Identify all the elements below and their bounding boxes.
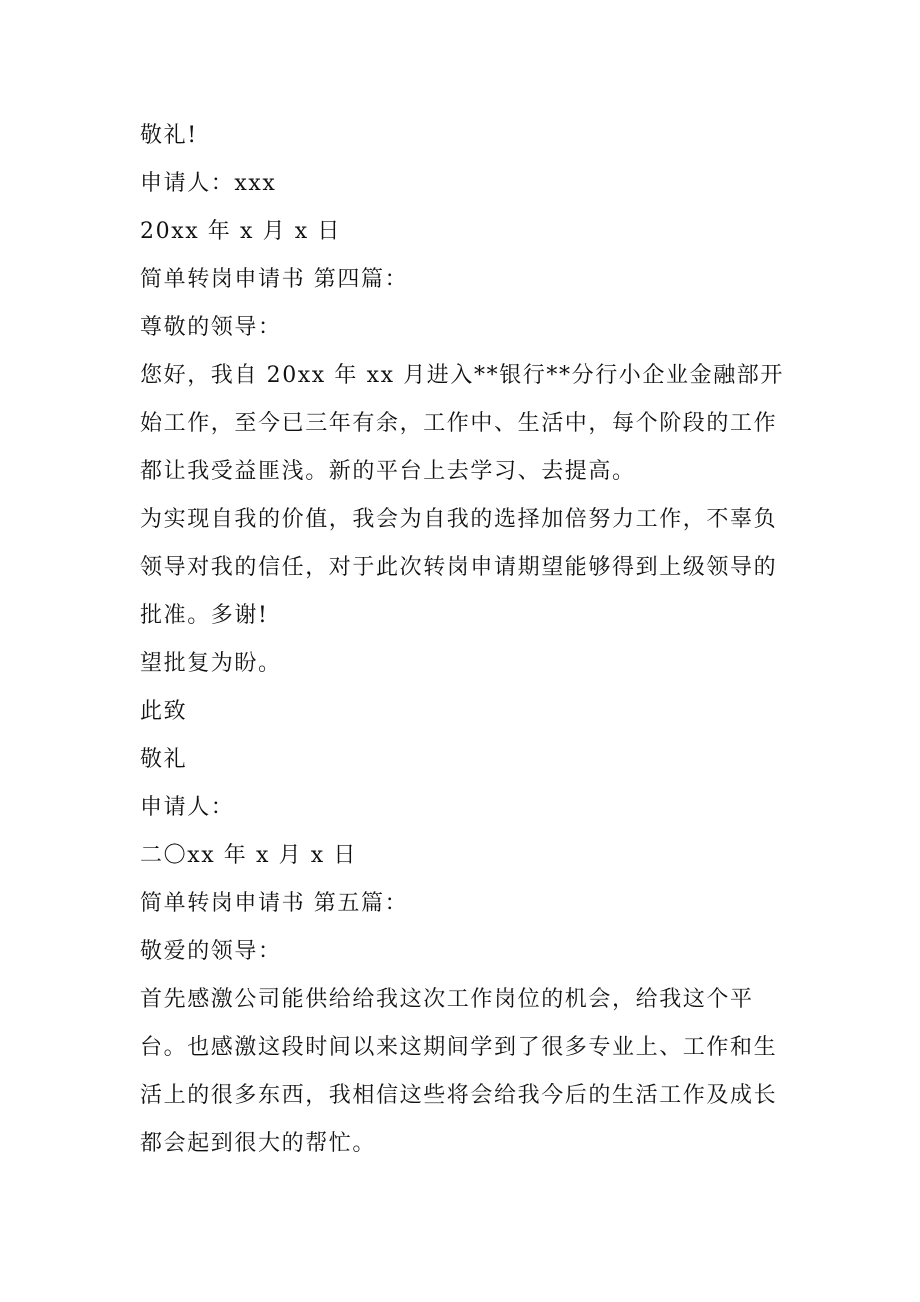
date-line: 20xx 年 x 月 x 日: [140, 219, 341, 244]
salutation-line: 敬礼!: [140, 123, 198, 148]
closing-line: 此致: [140, 699, 188, 724]
body-paragraph-5-1: 首先感激公司能供给给我这次工作岗位的机会，给我这个平台。也感激这段时间以来这期间学到了很多专业上、工作和生活上的很多东西，我相信这些将会给我今后的生活工作及成长都会起到很大的帮忙。: [140, 987, 778, 1156]
document-body: [140, 112, 790, 1168]
body-paragraph-4-1: 您好，我自 20xx 年 xx 月进入**银行**分行小企业金融部开始工作，至今已三年有余，工作中、生活中，每个阶段的工作都让我受益匪浅。新的平台上去学习、去提高。: [140, 363, 784, 484]
salutation-line: 敬礼: [140, 747, 188, 772]
applicant-line: 申请人：xxx: [140, 171, 277, 196]
await-reply-line: 望批复为盼。: [140, 651, 282, 676]
greeting-line: 敬爱的领导：: [140, 939, 282, 964]
body-paragraph-4-2: 为实现自我的价值，我会为自我的选择加倍努力工作，不辜负领导对我的信任，对于此次转岗申请期望能够得到上级领导的批准。多谢!: [140, 507, 778, 628]
date-line: 二〇xx 年 x 月 x 日: [140, 843, 357, 868]
section-heading-5: 简单转岗申请书 第五篇：: [140, 891, 409, 916]
applicant-line: 申请人：: [140, 795, 235, 820]
section-heading-4: 简单转岗申请书 第四篇：: [140, 267, 409, 292]
greeting-line: 尊敬的领导：: [140, 315, 282, 340]
